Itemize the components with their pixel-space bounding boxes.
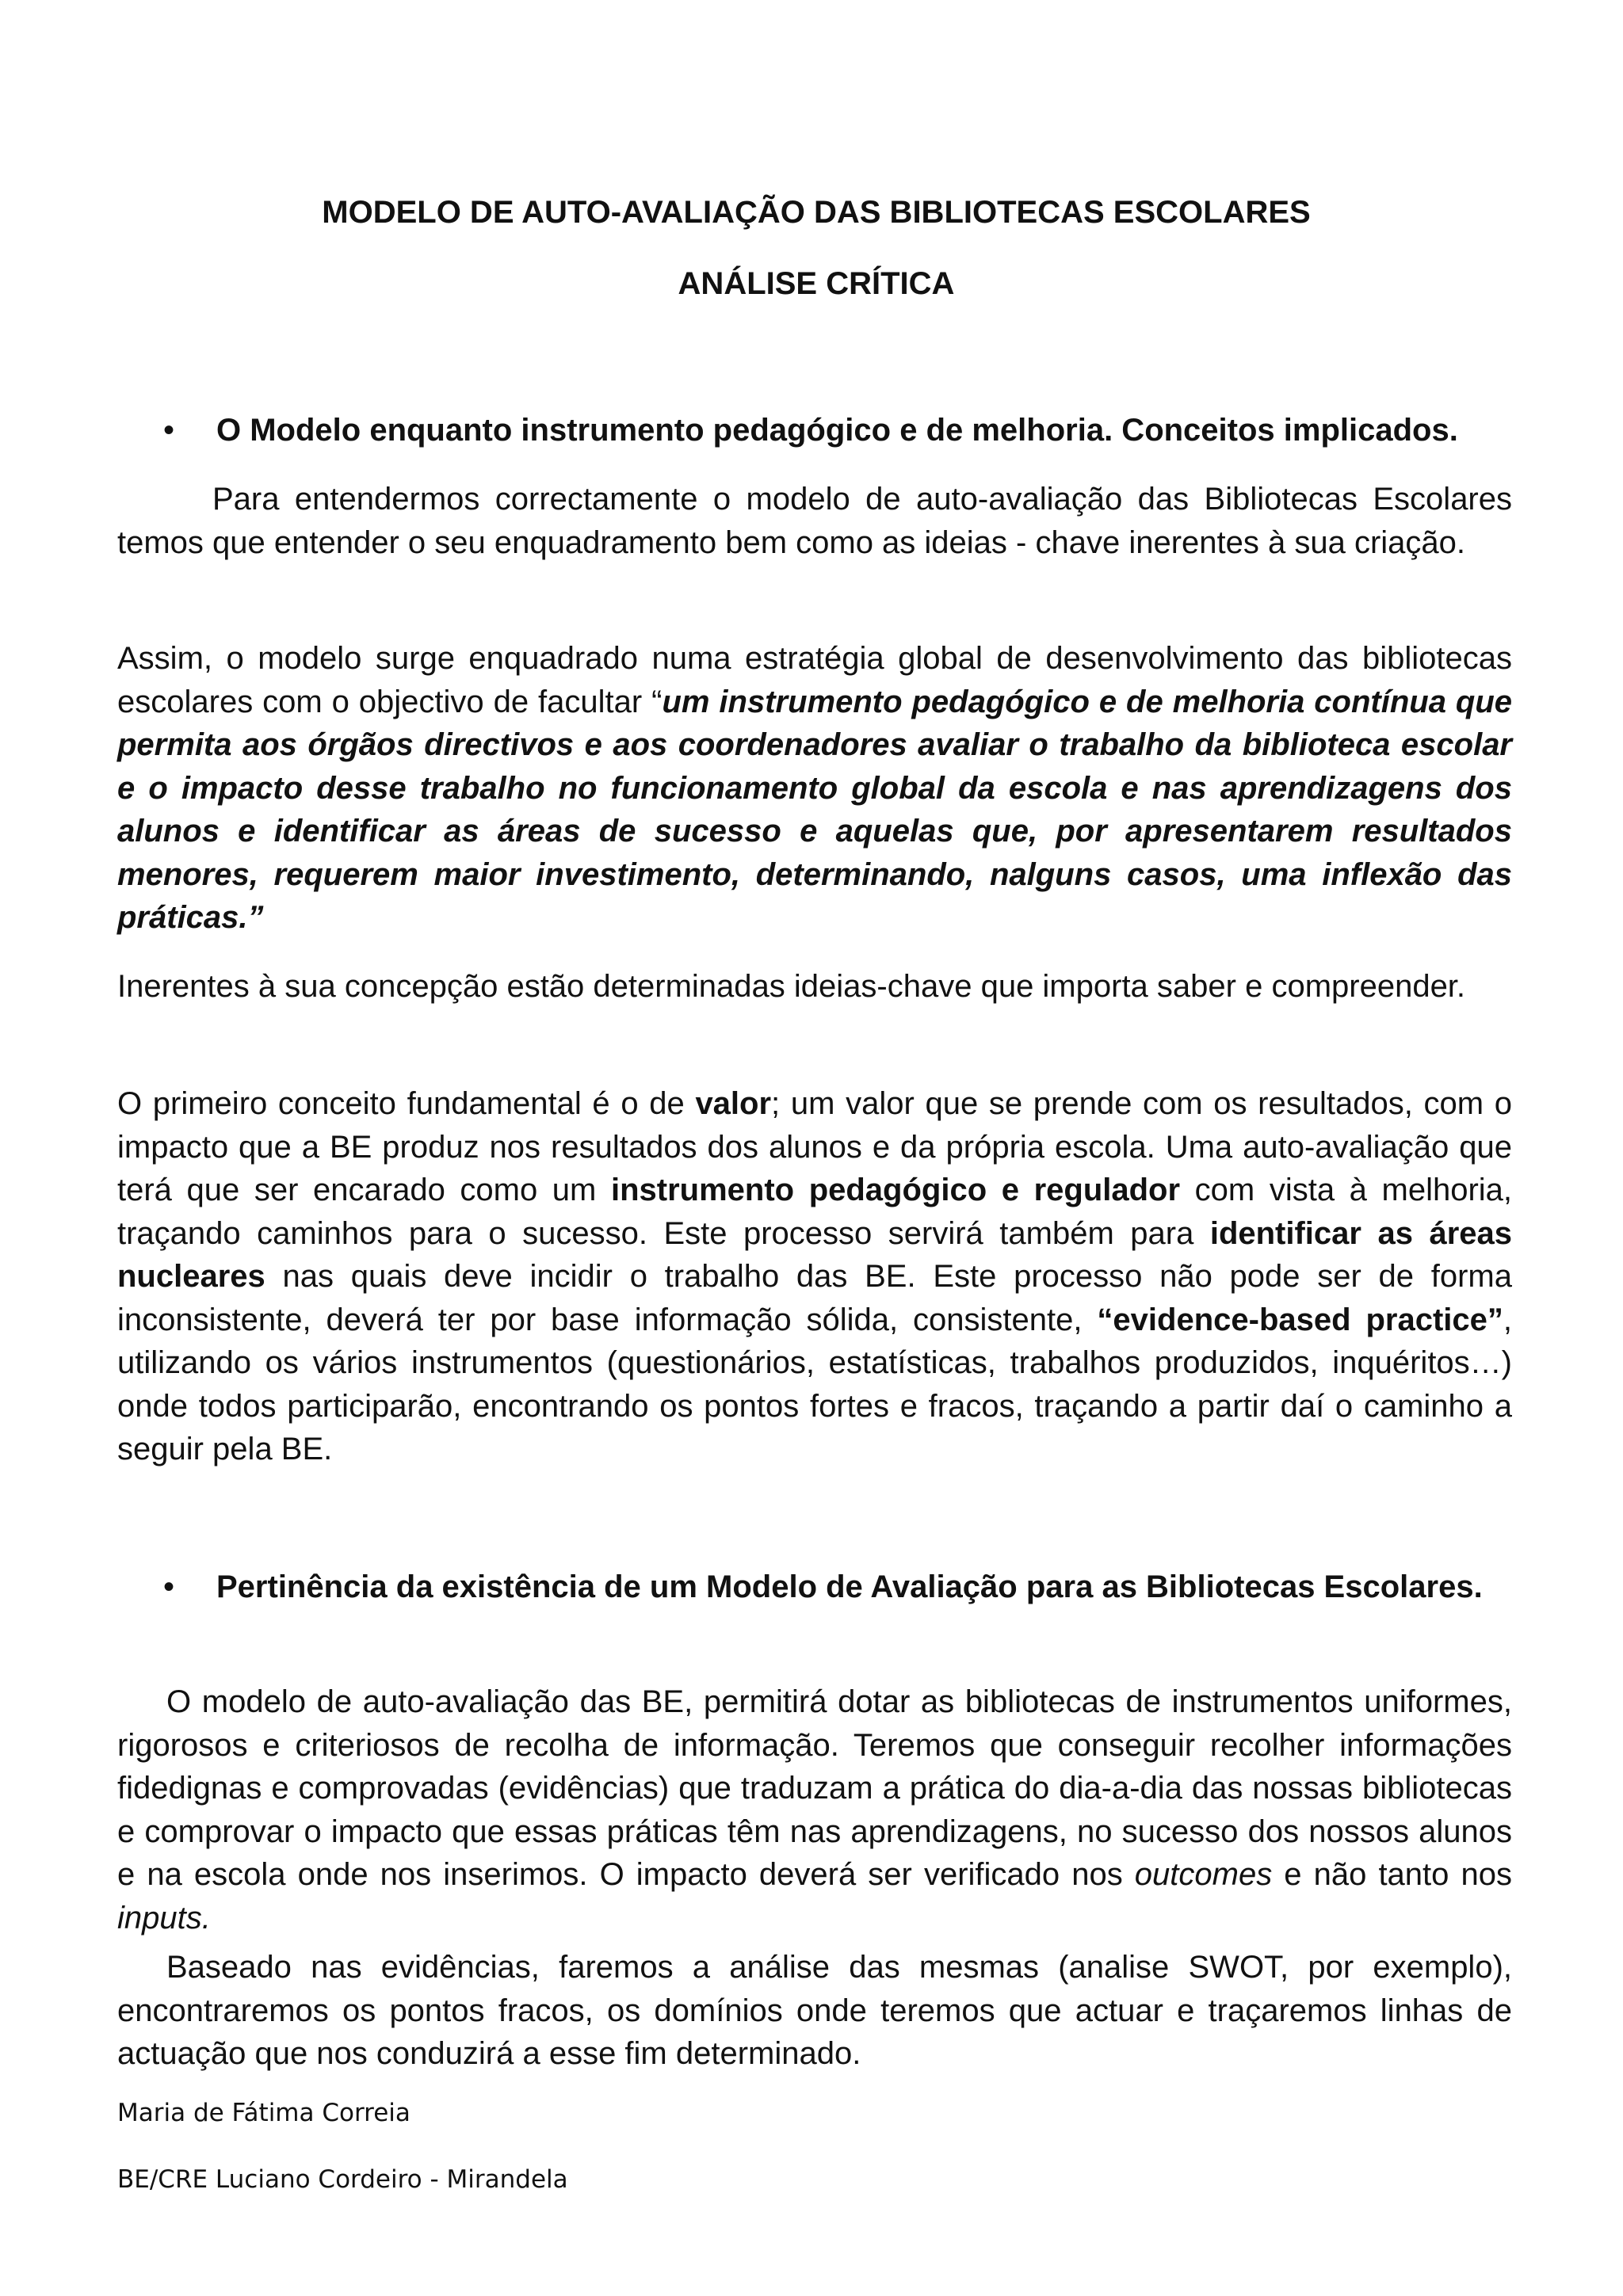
paragraph-2-quote: um instrumento pedagógico e de melhoria contínua que permita aos órgãos directivos e aos coordenadores avaliar o trabalho da biblioteca escolar e o impacto desse trabalho no funcionamento global da escola e nas aprendizagens dos alunos e identificar as áreas de sucesso e aquelas que, por apresentarem resultados menores, requerem maior investimento, determinando, nalguns casos, uma inflexão das práticas.” <box>117 684 1512 935</box>
section2-heading: Pertinência da existência de um Modelo de Avaliação para as Bibliotecas Escolares. <box>216 1569 1483 1604</box>
section2-paragraph-2: Baseado nas evidências, faremos a análise das mesmas (analise SWOT, por exemplo), encontraremos os pontos fracos, os domínios onde teremos que actuar e traçaremos linhas de actuação que nos conduzirá a esse fim determinado. <box>117 1950 1512 2071</box>
emphasis-areas-nucleares: identificar as áreas nucleares <box>117 1215 1513 1294</box>
text-run: com vista à melhoria, traçando caminhos para o sucesso. Este processo servirá também para <box>117 1173 1513 1251</box>
text-run: ; um valor que se prende com os resultados, com o impacto que a BE produz nos resultados dos alunos e da própria escola. Uma auto-avaliação que terá que ser encarado como um <box>117 1086 1512 1207</box>
emphasis-outcomes: outcomes <box>1134 1857 1273 1892</box>
section1-paragraph-2 <box>117 637 1512 940</box>
text-run: e não tanto nos <box>1272 1857 1512 1892</box>
bullet-icon: • <box>163 413 175 448</box>
text-run: O modelo de auto-avaliação das BE, permitirá dotar as bibliotecas de instrumentos uniformes, rigorosos e criteriosos de recolha de informação. Teremos que conseguir recolher informações fidedignas e comprovadas (evidências) que traduzam a prática do dia-a-dia das nossas bibliotecas e comprovar o impacto que essas práticas têm nas aprendizagens, no sucesso dos nossos alunos e na escola onde nos inserimos. O impacto deverá ser verificado nos <box>117 1684 1512 1892</box>
section1-paragraph-4 <box>117 1082 1512 1471</box>
emphasis-evidence-based: “evidence-based practice” <box>1097 1302 1503 1337</box>
bullet-icon: • <box>163 1569 175 1604</box>
section1-heading-row <box>117 409 1512 456</box>
text-run: nas quais deve incidir o trabalho das BE. Este processo não pode ser de forma inconsistente, deverá ter por base informação sólida, consistente, <box>117 1259 1512 1337</box>
footer-institution: BE/CRE Luciano Cordeiro - Mirandela <box>117 2165 568 2194</box>
section2-heading-row <box>117 1566 1512 1657</box>
paragraph-2-intro: Assim, o modelo surge enquadrado numa estratégia global de desenvolvimento das bibliotecas escolares com o objectivo de facultar “ <box>117 641 1512 719</box>
document-subtitle: ANÁLISE CRÍTICA <box>678 266 955 301</box>
section1-heading: O Modelo enquanto instrumento pedagógico e de melhoria. Conceitos implicados. <box>216 413 1458 448</box>
emphasis-inputs: inputs. <box>117 1900 211 1936</box>
text-run: O primeiro conceito fundamental é o de <box>117 1086 696 1121</box>
document-title: MODELO DE AUTO-AVALIAÇÃO DAS BIBLIOTECAS ESCOLARES <box>322 195 1311 230</box>
section2-paragraph-1 <box>117 1680 1512 1939</box>
footer-author: Maria de Fátima Correia <box>117 2099 411 2127</box>
text-run: , utilizando os vários instrumentos (questionários, estatísticas, trabalhos produzidos, inquéritos…) onde todos participarão, encontrando os pontos fortes e fracos, traçando a partir daí o caminho a seguir pela BE. <box>117 1302 1513 1466</box>
emphasis-valor: valor <box>695 1086 772 1121</box>
section1-paragraph-1: Para entendermos correctamente o modelo de auto-avaliação das Bibliotecas Escolares temos que entender o seu enquadramento bem como as ideias - chave inerentes à sua criação. <box>117 482 1512 560</box>
emphasis-instrumento: instrumento pedagógico e regulador <box>610 1173 1181 1207</box>
section1-paragraph-3: Inerentes à sua concepção estão determinadas ideias-chave que importa saber e compreender. <box>117 969 1466 1004</box>
